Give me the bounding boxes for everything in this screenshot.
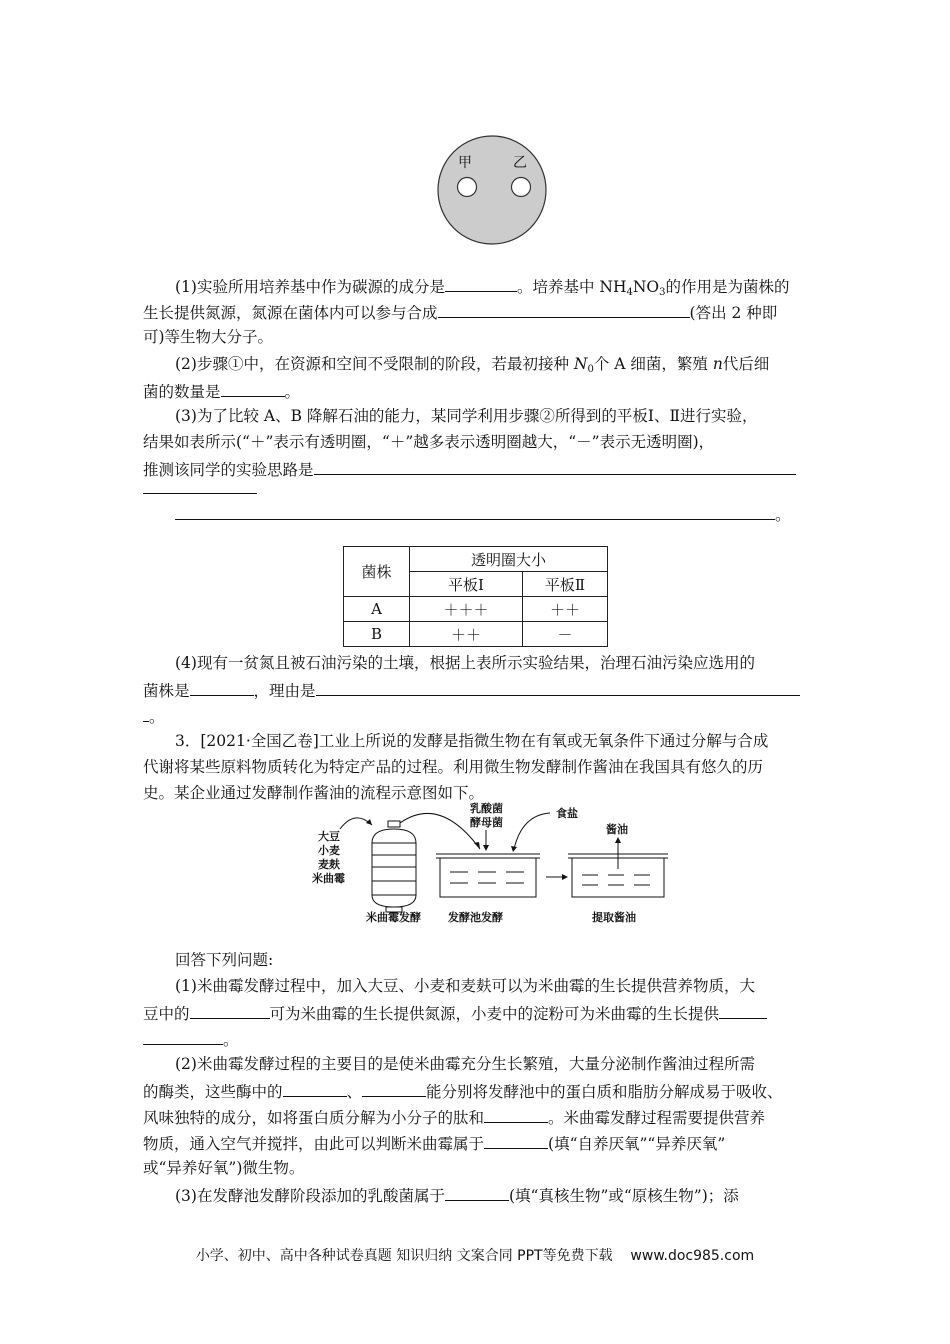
well-right (512, 178, 531, 197)
a2-line2: 的酶类，这些酶中的 、 能分别将发酵池中的蛋白质和脂肪分解成易于吸收、 (143, 1079, 811, 1103)
petri-label-left: 甲 (458, 155, 472, 171)
a1-line1: (1)米曲霉发酵过程中，加入大豆、小麦和麦麸可以为米曲霉的生长提供营养物质，大 (175, 977, 755, 995)
q1-line2: 生长提供氮源，氮源在菌体内可以参与合成 (答出 2 种即 (143, 300, 811, 324)
step-label: 米曲霉发酵 (366, 911, 421, 924)
q4-line1: (4)现有一贫氮且被石油污染的土壤，根据上表所示实验结果，治理石油污染应选用的 (175, 654, 755, 672)
blank (719, 1001, 767, 1019)
fermenter-tank (372, 821, 416, 912)
raw-material: 小麦 (318, 844, 340, 857)
q2-line1: (2)步骤①中，在资源和空间不受限制的阶段，若最初接种 $N_0$个 A 细菌，繁殖 n代后细 (175, 355, 770, 375)
blank (445, 274, 517, 292)
header-plate1: 平板Ⅰ (410, 572, 523, 597)
blank (190, 1001, 270, 1019)
raw-material: 麦麸 (318, 858, 340, 871)
q3-line4: 。 (175, 502, 843, 526)
step-label: 提取酱油 (592, 911, 636, 924)
blank (221, 379, 285, 397)
extraction-pool (568, 841, 668, 897)
microbe-label: 乳酸菌 (470, 802, 503, 815)
salt-label: 食盐 (556, 807, 578, 820)
blank (484, 1105, 548, 1123)
blank (484, 1131, 548, 1149)
soy-sauce-label: 酱油 (606, 823, 628, 836)
q2-line2: 菌的数量是 。 (143, 379, 811, 403)
header-group: 透明圈大小 (410, 547, 608, 572)
raw-material: 大豆 (318, 830, 340, 843)
header-plate2: 平板Ⅱ (523, 572, 608, 597)
q3-line1: (3)为了比较 A、B 降解石油的能力，某同学利用步骤②所得到的平板Ⅰ、Ⅱ进行实验， (175, 407, 758, 425)
table-row: B ＋＋ － (344, 622, 608, 647)
blank (143, 1027, 223, 1045)
well-left (458, 178, 477, 197)
intro-line: 回答下列问题: (175, 951, 274, 969)
blank (283, 1079, 347, 1097)
blank (362, 1079, 426, 1097)
result-table (343, 546, 608, 647)
petri-dish-figure (430, 133, 555, 248)
petri-label-right: 乙 (513, 155, 527, 171)
blank (314, 457, 796, 475)
p3-line3: 史。某企业通过发酵制作酱油的流程示意图如下。 (143, 784, 485, 802)
soy-sauce-process-diagram (300, 797, 680, 927)
header-strain: 菌株 (344, 547, 410, 597)
blank (316, 678, 800, 696)
blank (175, 502, 775, 520)
q3-line3: 推测该同学的实验思路是 (143, 457, 811, 481)
p3-line1: 3．[2021·全国乙卷]工业上所说的发酵是指微生物在有氧或无氧条件下通过分解与合成 (175, 732, 769, 750)
a1-line2: 豆中的 可为米曲霉的生长提供氮源，小麦中的淀粉可为米曲霉的生长提供 (143, 1001, 811, 1025)
blank (438, 300, 690, 318)
q4-line3: 。 (143, 704, 811, 728)
a2-line4: 物质，通入空气并搅拌，由此可以判断米曲霉属于 (填“自养厌氧”“异养厌氧” (143, 1131, 811, 1155)
q1-line3: 可)等生物大分子。 (143, 328, 274, 346)
footer-link[interactable]: www.doc985.com (630, 1248, 755, 1264)
a1-line3: 。 (143, 1027, 811, 1051)
blank-line (143, 493, 257, 494)
a3-line1: (3)在发酵池发酵阶段添加的乳酸菌属于 (填“真核生物”或“原核生物”)；添 (175, 1183, 811, 1207)
blank (190, 678, 254, 696)
fermentation-pool (436, 854, 540, 897)
table-row: A ＋＋＋ ＋＋ (344, 597, 608, 622)
page-footer: 小学、初中、高中各种试卷真题 知识归纳 文案合同 PPT等免费下载 www.doc985.com (195, 1248, 755, 1264)
blank (445, 1183, 509, 1201)
step-label: 发酵池发酵 (448, 911, 503, 924)
q4-line2: 菌株是 ，理由是 (143, 678, 811, 702)
q3-line2: 结果如表所示(“＋”表示有透明圈，“＋”越多表示透明圈越大，“－”表示无透明圈)， (143, 433, 715, 451)
q1-line1: (1)实验所用培养基中作为碳源的成分是 。培养基中 $NH_4NO_3$的作用是为菌株的 (175, 274, 811, 304)
a2-line3: 风味独特的成分，如将蛋白质分解为小分子的肽和 。米曲霉发酵过程需要提供营养 (143, 1105, 811, 1129)
a2-line5: 或“异养好氧”)微生物。 (143, 1159, 305, 1177)
microbe-label: 酵母菌 (470, 816, 503, 829)
raw-material: 米曲霉 (312, 872, 345, 885)
a2-line1: (2)米曲霉发酵过程的主要目的是使米曲霉充分生长繁殖，大量分泌制作酱油过程所需 (175, 1055, 755, 1073)
p3-line2: 代谢将某些原料物质转化为特定产品的过程。利用微生物发酵制作酱油在我国具有悠久的历 (143, 758, 764, 776)
